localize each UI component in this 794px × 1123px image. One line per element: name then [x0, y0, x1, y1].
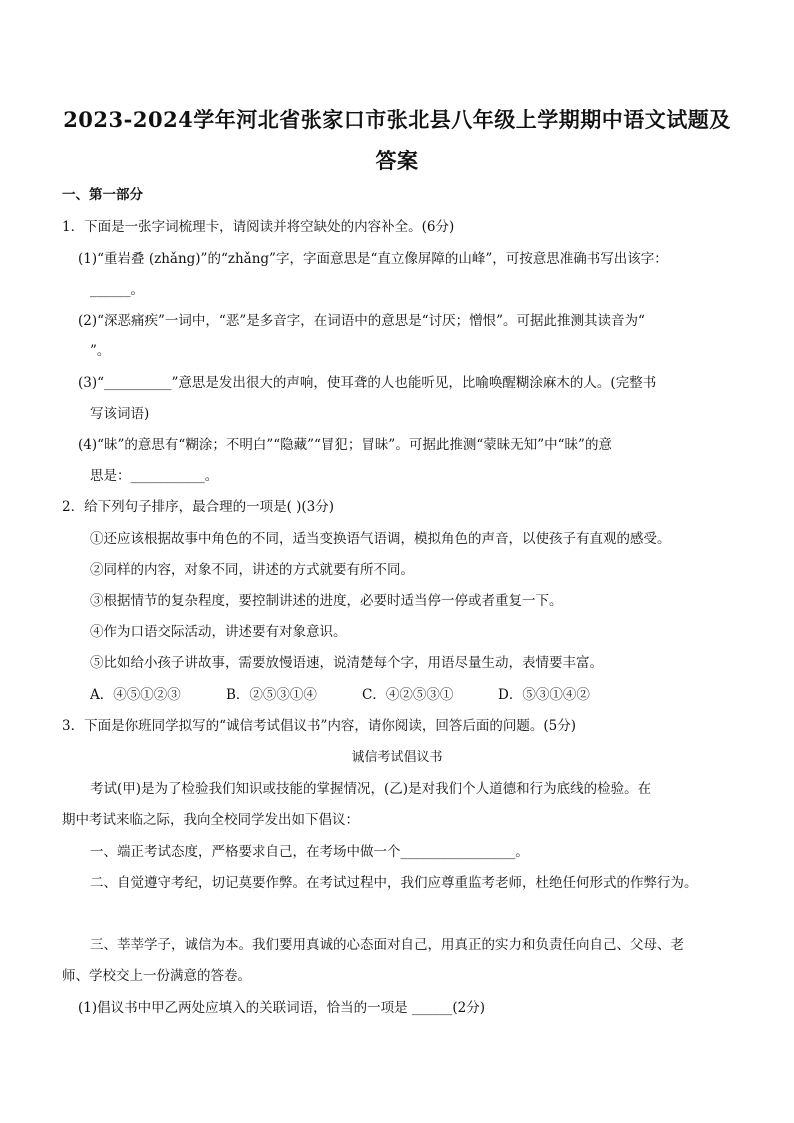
q1-part1-line2: ______。 — [90, 282, 144, 298]
q3-paragraph-1-line1: 考试(甲)是为了检验我们知识或技能的掌握情况，(乙)是对我们个人道德和行为底线的检验。在 — [90, 781, 652, 797]
q2-option-a: A．④⑤①②③ — [90, 687, 181, 703]
q2-sentence-3: ③根据情节的复杂程度，要控制讲述的进度，必要时适当停一停或者重复一下。 — [90, 593, 563, 609]
q3-subquestion-1: (1)倡议书中甲乙两处应填入的关联词语，恰当的一项是 ______(2分) — [78, 1000, 486, 1016]
q1-part2-line1: (2)“深恶痛疾”一词中，“恶”是多音字，在词语中的意思是“讨厌；憎恨”。可据此推测其读音为“ — [78, 313, 645, 329]
q2-sentence-5: ⑤比如给小孩子讲故事，需要放慢语速，说清楚每个字，用语尽量生动，表情要丰富。 — [90, 655, 603, 671]
q1-stem: 1．下面是一张字词梳理卡，请阅读并将空缺处的内容补全。(6分) — [62, 219, 455, 235]
q3-item-3-line2: 师、学校交上一份满意的答卷。 — [62, 968, 251, 984]
q2-option-c: C．④②⑤③① — [362, 687, 454, 703]
q3-item-3-line1: 三、莘莘学子，诚信为本。我们要用真诚的心态面对自己，用真正的实力和负责任向自己、父母、老 — [90, 937, 684, 953]
q2-sentence-1: ①还应该根据故事中角色的不同，适当变换语气语调，模拟角色的声音，以使孩子有直观的感受。 — [90, 531, 671, 547]
q1-part3-line2: 写该词语) — [90, 406, 150, 422]
q2-option-d: D．⑤③①④② — [498, 687, 590, 703]
q1-part4-line1: (4)“昧”的意思有“糊涂；不明白”“隐藏”“冒犯；冒昧”。可据此推测“蒙昧无知”中“昧”的意 — [78, 437, 612, 453]
q2-option-b: B．②⑤③①④ — [226, 687, 317, 703]
q3-item-2: 二、自觉遵守考纪，切记莫要作弊。在考试过程中，我们应尊重监考老师，杜绝任何形式的作弊行为。 — [90, 875, 698, 891]
q3-item-1: 一、端正考试态度，严格要求自己，在考场中做一个_________________。 — [90, 844, 529, 860]
q2-sentence-4: ④作为口语交际活动，讲述要有对象意识。 — [90, 624, 347, 640]
q2-stem: 2．给下列句子排序，最合理的一项是( )(3分) — [62, 499, 335, 515]
q2-sentence-2: ②同样的内容，对象不同，讲述的方式就要有所不同。 — [90, 562, 414, 578]
q1-part2-line2: ”。 — [90, 343, 111, 359]
q1-part1-line1: (1)“重岩叠 (zhǎng)”的“zhǎng”字，字面意思是“直立像屏障的山峰”，可按意思准确书写出该字： — [78, 251, 668, 267]
q3-stem: 3．下面是你班同学拟写的“诚信考试倡议书”内容，请你阅读，回答后面的问题。(5分) — [62, 718, 577, 734]
document-title-line-2: 答案 — [375, 148, 419, 173]
q1-part4-line2: 思是：___________。 — [90, 468, 219, 484]
document-title-line-1: 2023-2024学年河北省张家口市张北县八年级上学期期中语文试题及 — [63, 107, 731, 132]
q3-letter-title: 诚信考试倡议书 — [351, 750, 443, 765]
q1-part3-line1: (3)“__________”意思是发出很大的声响，使耳聋的人也能听见，比喻唤醒糊涂麻木的人。(完整书 — [78, 375, 657, 391]
q3-paragraph-1-line2: 期中考试来临之际，我向全校同学发出如下倡议： — [62, 812, 359, 828]
section-heading: 一、第一部分 — [62, 187, 143, 203]
